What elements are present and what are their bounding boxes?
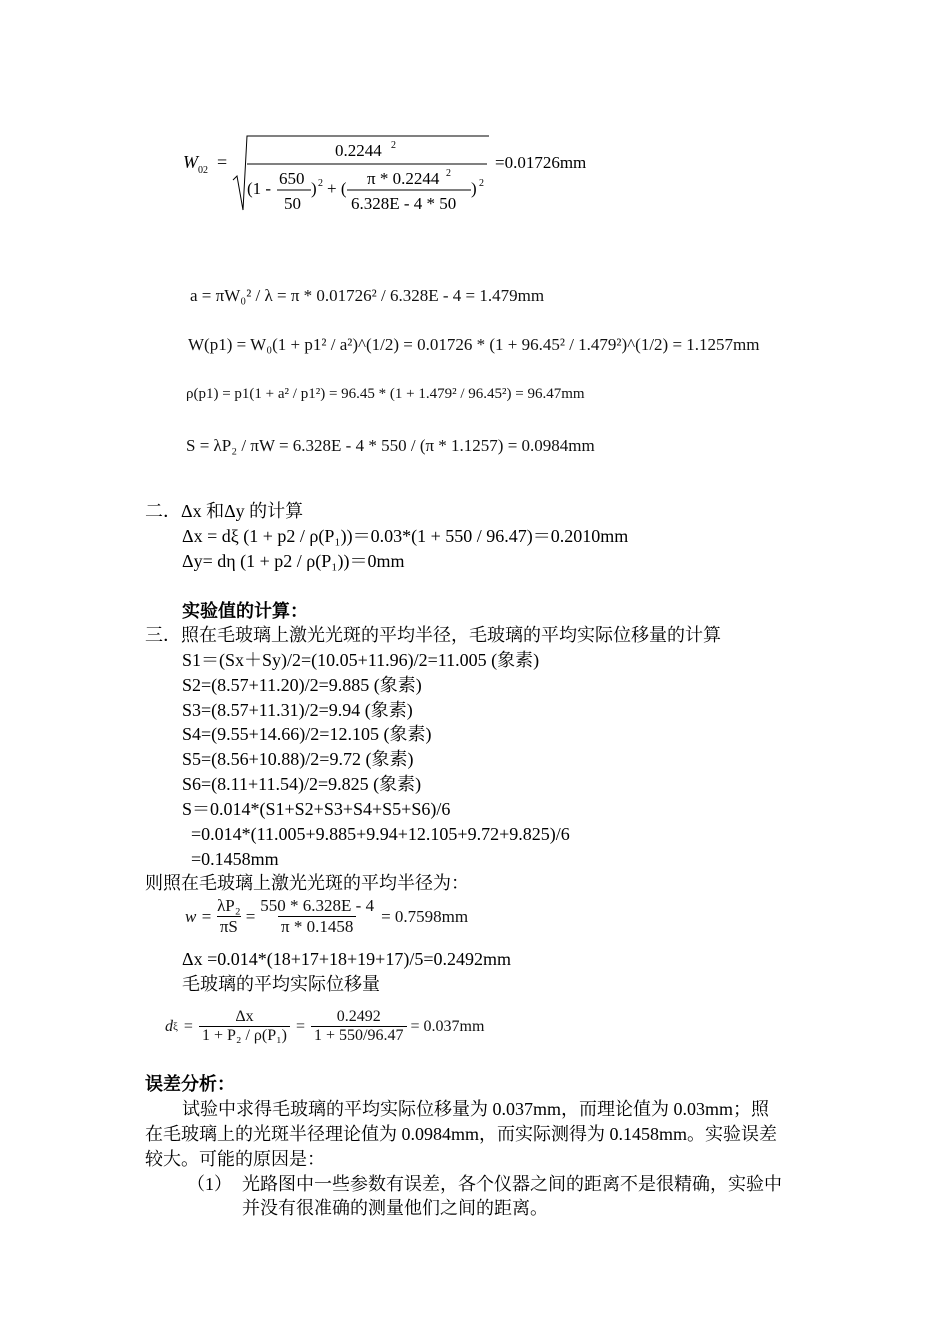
- w-frac1-den: πS: [217, 916, 241, 937]
- calc-line-s6: S6=(8.11+11.54)/2=9.825 (象素): [182, 774, 422, 794]
- experimental-heading: 实验值的计算：: [182, 601, 308, 621]
- dxi-eq2: =: [296, 1017, 306, 1035]
- radius-intro: 则照在毛玻璃上激光光斑的平均半径为：: [145, 873, 469, 893]
- dx-experimental-line: Δx =0.014*(18+17+18+19+17)/5=0.2492mm: [182, 949, 511, 969]
- dxi-frac2-num: 0.2492: [336, 1008, 381, 1025]
- dxi-lhs: d: [165, 1017, 173, 1035]
- formula-w02: [175, 128, 615, 218]
- w-frac1: [214, 896, 244, 937]
- calc-line-s1: S1＝(Sx＋Sy)/2=(10.05+11.96)/2=11.005 (象素): [182, 650, 540, 670]
- w02-den-pi-exp: 2: [446, 168, 451, 179]
- dxi-result: = 0.037mm: [410, 1017, 485, 1035]
- error-heading: 误差分析：: [145, 1074, 235, 1094]
- w-frac2: [257, 896, 377, 937]
- w02-num-exp: 2: [391, 140, 396, 151]
- dxi-frac1-den: 1 + P₂ / ρ(P₁): [199, 1026, 290, 1045]
- error-item1-line2: 并没有很准确的测量他们之间的距离。: [242, 1198, 548, 1218]
- formula-s: S = λP₂ / πW = 6.328E - 4 * 550 / (π * 1.1257) = 0.0984mm: [186, 436, 595, 455]
- w-eq: =: [245, 906, 256, 926]
- w02-result: =0.01726mm: [495, 153, 587, 172]
- w02-den-exp1: 2: [318, 178, 323, 189]
- w02-den-frac-den: 50: [284, 194, 301, 213]
- dxi-frac2: [311, 1008, 406, 1045]
- w02-equals: =: [217, 152, 228, 172]
- w02-den-pi-den: 6.328E - 4 * 50: [351, 194, 457, 213]
- w02-den-exp2: 2: [479, 178, 484, 189]
- error-para-line1: 试验中求得毛玻璃的平均实际位移量为 0.037mm，而理论值为 0.03mm；照: [182, 1099, 770, 1119]
- formula-w-p1: W(p1) = W₀(1 + p1² / a²)^(1/2) = 0.01726 * (1 + 96.45² / 1.479²)^(1/2) = 1.1257mm: [188, 335, 760, 354]
- error-para-line3: 较大。可能的原因是：: [145, 1149, 325, 1169]
- w-frac1-num: λP₂: [217, 896, 241, 915]
- dxi-frac1-num: Δx: [235, 1008, 254, 1025]
- formula-a: a = πW₀² / λ = π * 0.01726² / 6.328E - 4 = 1.479mm: [190, 286, 545, 305]
- formula-w-final: [185, 896, 468, 937]
- w-frac2-num: 550 * 6.328E - 4: [260, 896, 375, 915]
- w-lhs: w =: [185, 906, 213, 926]
- dxi-lhs-sub: ξ: [173, 1020, 178, 1033]
- displacement-label: 毛玻璃的平均实际位移量: [182, 974, 380, 994]
- w02-den-pi-num: π * 0.2244: [367, 169, 440, 188]
- calc-line-s3: S3=(8.57+11.31)/2=9.94 (象素): [182, 700, 413, 720]
- calc-line-s2: S2=(8.57+11.20)/2=9.885 (象素): [182, 675, 422, 695]
- w02-den-one-minus: (1 -: [247, 179, 272, 198]
- w02-lhs-sub: 02: [198, 165, 208, 176]
- section3-heading: 三．照在毛玻璃上激光光斑的平均半径，毛玻璃的平均实际位移量的计算: [145, 625, 721, 645]
- w02-den-paren-close: ): [311, 179, 317, 198]
- calc-line-s4: S4=(9.55+14.66)/2=12.105 (象素): [182, 724, 432, 744]
- formula-rho-p1: ρ(p1) = p1(1 + a² / p1²) = 96.45 * (1 + 1.479² / 96.45²) = 96.47mm: [186, 386, 585, 402]
- dxi-frac2-den: 1 + 550/96.47: [311, 1026, 406, 1045]
- dxi-eq1: =: [183, 1017, 193, 1035]
- calc-line-s5: S5=(8.56+10.88)/2=9.72 (象素): [182, 749, 414, 769]
- calc-line-s-formula: S＝0.014*(S1+S2+S3+S4+S5+S6)/6: [182, 799, 451, 819]
- calc-line-s-result: =0.1458mm: [182, 849, 279, 869]
- w02-den-frac-num: 650: [279, 169, 305, 188]
- error-para-line2: 在毛玻璃上的光斑半径理论值为 0.0984mm，而实际测得为 0.1458mm。实验误差: [145, 1124, 778, 1144]
- w02-numerator: 0.2244: [335, 141, 382, 160]
- section2-heading: 二．Δx 和Δy 的计算: [145, 501, 304, 521]
- error-item1-line1: 光路图中一些参数有误差，各个仪器之间的距离不是很精确，实验中: [242, 1174, 782, 1194]
- w02-lhs: W: [183, 152, 198, 172]
- formula-d-xi: [165, 1008, 484, 1045]
- section2-dx: Δx = dξ (1 + p2 / ρ(P₁))＝0.03*(1 + 550 / 96.47)＝0.2010mm: [182, 526, 629, 546]
- section2-dy: Δy= dη (1 + p2 / ρ(P₁))＝0mm: [182, 551, 405, 571]
- error-item1-number: （1）: [187, 1174, 232, 1194]
- dxi-frac1: [199, 1008, 290, 1045]
- calc-line-s-sum: =0.014*(11.005+9.885+9.94+12.105+9.72+9.825)/6: [182, 824, 570, 844]
- w-result: = 0.7598mm: [381, 906, 469, 926]
- w-frac2-den: π * 0.1458: [278, 916, 356, 937]
- w02-den-close: ): [471, 179, 477, 198]
- w02-den-plus: + (: [327, 179, 347, 198]
